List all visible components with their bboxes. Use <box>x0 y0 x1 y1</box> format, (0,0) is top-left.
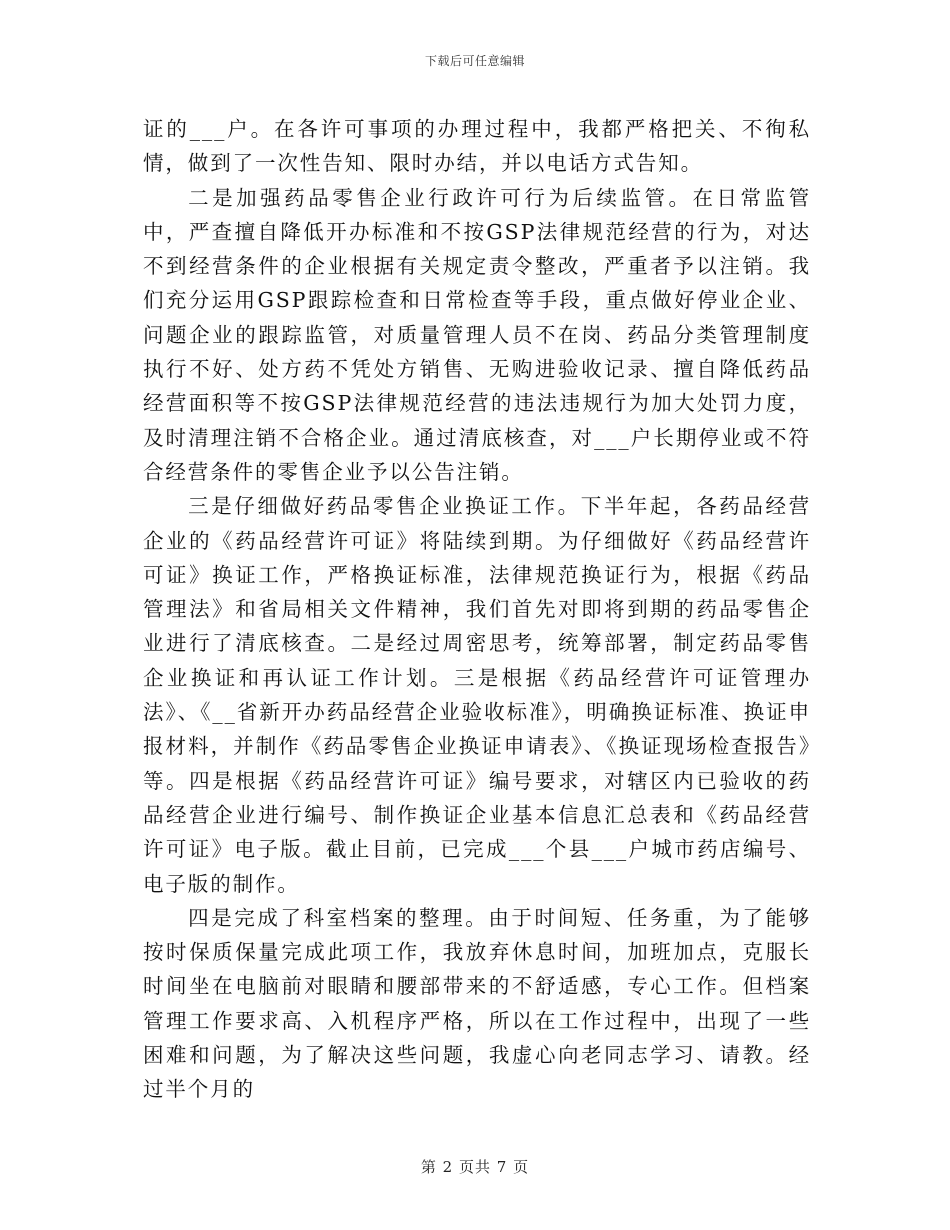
page-number: 第 2 页共 7 页 <box>420 1158 530 1176</box>
paragraph-supervision: 二是加强药品零售企业行政许可行为后续监管。在日常监管中，严查擅自降低开办标准和不按GSP法律规范经营的行为，对达不到经营条件的企业根据有关规定责令整改，严重者予以注销。我们充分运用GSP跟踪检查和日常检查等手段，重点做好停业企业、问题企业的跟踪监管，对质量管理人员不在岗、药品分类管理制度执行不好、处方药不凭处方销售、无购进验收记录、擅自降低药品经营面积等不按GSP法律规范经营的违法违规行为加大处罚力度，及时清理注销不合格企业。通过清底核查，对___户长期停业或不符合经营条件的零售企业予以公告注销。 <box>143 185 811 484</box>
paragraph-license-renewal: 三是仔细做好药品零售企业换证工作。下半年起，各药品经营企业的《药品经营许可证》将陆续到期。为仔细做好《药品经营许可证》换证工作，严格换证标准，法律规范换证行为，根据《药品管理法》和省局相关文件精神，我们首先对即将到期的药品零售企业进行了清底核查。二是经过周密思考，统筹部署，制定药品零售企业换证和再认证工作计划。三是根据《药品经营许可证管理办法》、《__省新开办药品经营企业验收标准》，明确换证标准、换证申报材料，并制作《药品零售企业换证申请表》、《换证现场检查报告》等。四是根据《药品经营许可证》编号要求，对辖区内已验收的药品经营企业进行编号、制作换证企业基本信息汇总表和《药品经营许可证》电子版。截止目前，已完成___个县___户城市药店编号、电子版的制作。 <box>143 494 811 896</box>
page-header: 下载后可任意编辑 <box>424 54 525 68</box>
document-body <box>143 112 811 1107</box>
paragraph-archive: 四是完成了科室档案的整理。由于时间短、任务重，为了能够按时保质保量完成此项工作，我放弃休息时间，加班加点，克服长时间坐在电脑前对眼睛和腰部带来的不舒适感，专心工作。但档案管理工作要求高、入机程序严格，所以在工作过程中，出现了一些困难和问题，为了解决这些问题，我虚心向老同志学习、请教。经过半个月的 <box>143 905 811 1102</box>
paragraph-continuation: 证的___户。在各许可事项的办理过程中，我都严格把关、不徇私情，做到了一次性告知、限时办结，并以电话方式告知。 <box>143 117 811 176</box>
